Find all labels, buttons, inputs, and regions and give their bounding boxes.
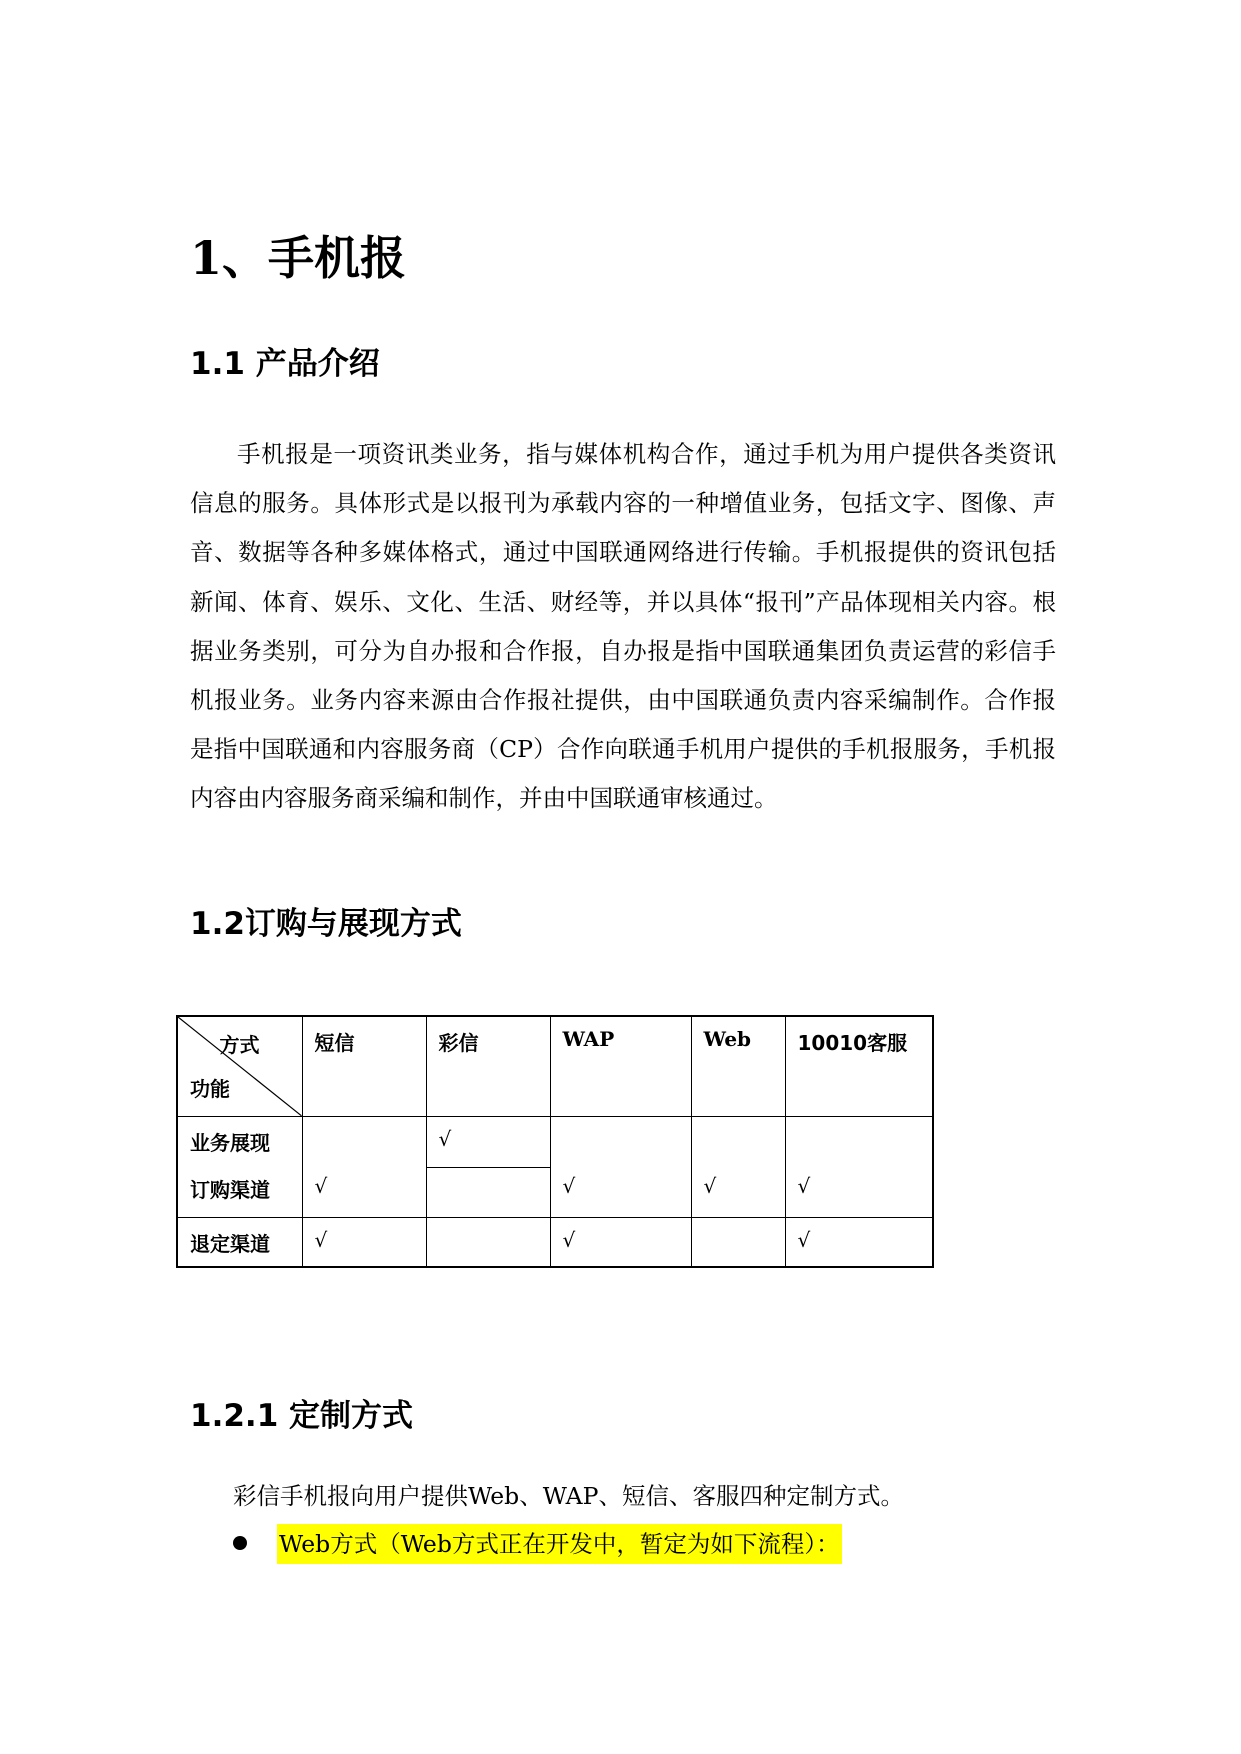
check-mark: √ [785, 1217, 933, 1267]
corner-label-functions: 功能 [190, 1076, 230, 1101]
column-header-mms: 彩信 [426, 1016, 550, 1116]
check-mark [691, 1217, 785, 1267]
table-row [177, 1116, 933, 1167]
table-row [177, 1217, 933, 1267]
table-corner-cell [177, 1016, 302, 1116]
check-mark [691, 1116, 785, 1167]
subscription-methods-table [176, 1015, 934, 1268]
page-title: 1、手机报 [190, 231, 407, 285]
check-mark: √ [302, 1217, 426, 1267]
check-mark [550, 1116, 691, 1167]
intro-paragraph: 手机报是一项资讯类业务，指与媒体机构合作，通过手机为用户提供各类资讯信息的服务。具体形式是以报刊为承载内容的一种增值业务，包括文字、图像、声音、数据等各种多媒体格式，通过中国联通网络进行传输。手机报提供的资讯包括新闻、体育、娱乐、文化、生活、财经等，并以具体“报刊”产品体现相关内容。根据业务类别，可分为自办报和合作报，自办报是指中国联通集团负责运营的彩信手机报业务。业务内容来源由合作报社提供，由中国联通负责内容采编制作。合作报是指中国联通和内容服务商（CP）合作向联通手机用户提供的手机报服务，手机报内容由内容服务商采编和制作，并由中国联通审核通过。 [190, 440, 1056, 813]
bullet-icon [233, 1536, 247, 1550]
check-mark: √ [550, 1168, 691, 1217]
check-mark: √ [426, 1116, 550, 1167]
check-mark [426, 1217, 550, 1267]
custom-methods-paragraph: 彩信手机报向用户提供Web、WAP、短信、客服四种定制方式。 [233, 1482, 904, 1510]
column-header-service: 10010客服 [785, 1016, 933, 1116]
check-mark: √ [691, 1168, 785, 1217]
column-header-web: Web [691, 1016, 785, 1116]
row-label-show: 业务展现 [177, 1116, 302, 1167]
table-row [177, 1168, 933, 1217]
check-mark: √ [550, 1217, 691, 1267]
check-mark [785, 1116, 933, 1167]
corner-label-methods: 方式 [219, 1033, 260, 1057]
table-header-row [177, 1016, 933, 1116]
section-heading-1-2: 1.2订购与展现方式 [190, 906, 462, 942]
row-label-order: 订购渠道 [177, 1168, 302, 1217]
check-mark: √ [785, 1168, 933, 1217]
check-mark [426, 1168, 550, 1217]
check-mark [302, 1116, 426, 1167]
column-header-sms: 短信 [302, 1016, 426, 1116]
check-mark: √ [302, 1168, 426, 1217]
section-heading-1-1: 1.1 产品介绍 [190, 346, 380, 382]
highlighted-bullet-text: Web方式（Web方式正在开发中，暂定为如下流程）： [277, 1524, 842, 1564]
column-header-wap: WAP [550, 1016, 691, 1116]
row-label-cancel: 退定渠道 [177, 1217, 302, 1267]
section-heading-1-2-1: 1.2.1 定制方式 [190, 1398, 414, 1434]
